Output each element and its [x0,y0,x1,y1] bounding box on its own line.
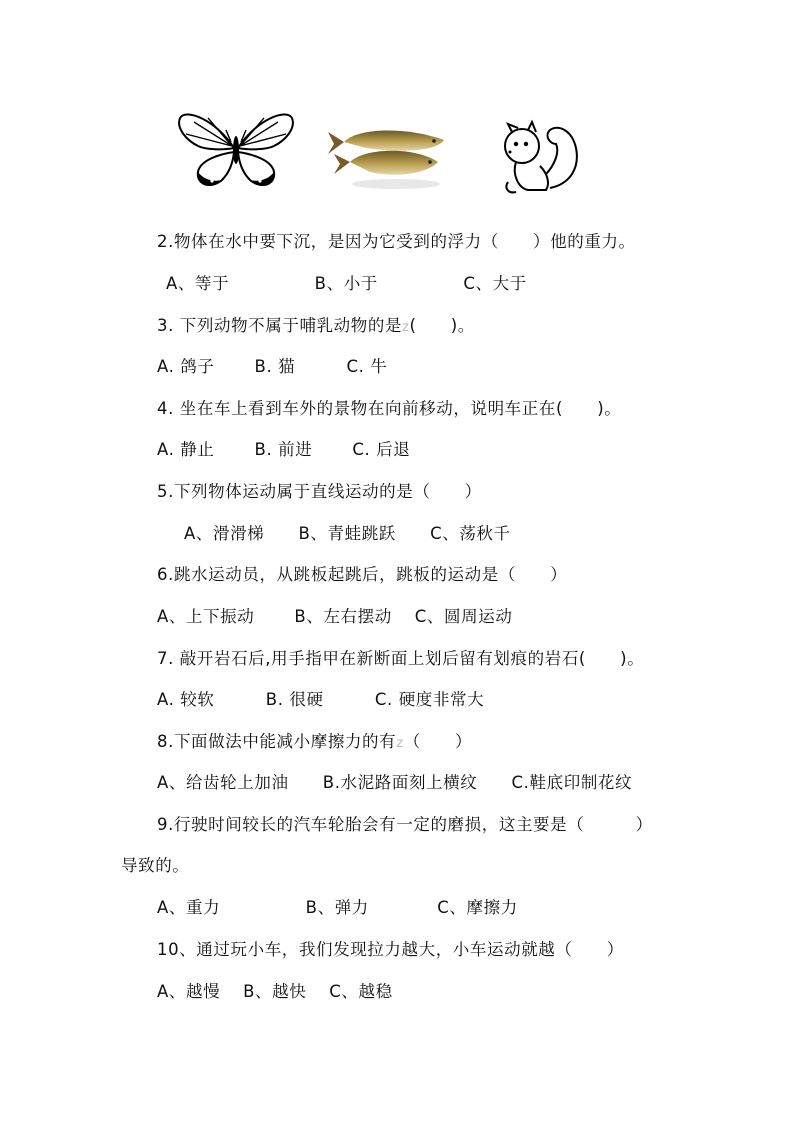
question-6-options: A、上下振动 B、左右摆动 C、圆周运动 [157,607,513,626]
stray-mark: z [402,320,410,335]
fish-icon [326,122,456,192]
question-4-options: A. 静止 B. 前进 C. 后退 [157,440,411,459]
question-8-stem-paren: （ ） [403,732,473,751]
question-8-stem-text: 8.下面做法中能减小摩擦力的有 [157,732,397,751]
question-7-options: A. 较软 B. 很硬 C. 硬度非常大 [157,690,485,709]
question-3-stem [157,316,475,338]
question-10-options: A、越慢 B、越快 C、越稳 [157,982,393,1001]
squirrel-icon [498,118,584,200]
question-3-stem-paren: ( )。 [409,316,475,335]
question-6-stem: 6.跳水运动员，从跳板起跳后，跳板的运动是（ ） [157,565,568,584]
question-5-stem: 5.下列物体运动属于直线运动的是（ ） [157,482,482,501]
question-2-options: A、等于 B、小于 C、大于 [166,274,527,293]
question-10-stem: 10、通过玩小车，我们发现拉力越大，小车运动就越（ ） [157,940,624,959]
question-3-stem-text: 3. 下列动物不属于哺乳动物的是 [157,316,403,335]
question-7-stem: 7. 敲开岩石后,用手指甲在新断面上划后留有划痕的岩石( )。 [157,649,645,668]
question-2-stem: 2.物体在水中要下沉，是因为它受到的浮力（ ）他的重力。 [157,232,636,251]
animal-figures [0,110,794,205]
question-5-options: A、滑滑梯 B、青蛙跳跃 C、荡秋千 [184,524,511,543]
question-8-options: A、给齿轮上加油 B.水泥路面刻上横纹 C.鞋底印制花纹 [157,773,633,792]
question-3-options: A. 鸽子 B. 猫 C. 牛 [157,357,388,376]
question-4-stem: 4. 坐在车上看到车外的景物在向前移动，说明车正在( )。 [157,399,622,418]
question-9-stem: 9.行驶时间较长的汽车轮胎会有一定的磨损，这主要是（ ） [157,815,653,834]
question-9-options: A、重力 B、弹力 C、摩擦力 [157,898,518,917]
stray-mark: z [396,736,404,751]
butterfly-icon [176,110,296,190]
question-8-stem [157,732,472,754]
question-9-stem-continued: 导致的。 [121,856,190,875]
